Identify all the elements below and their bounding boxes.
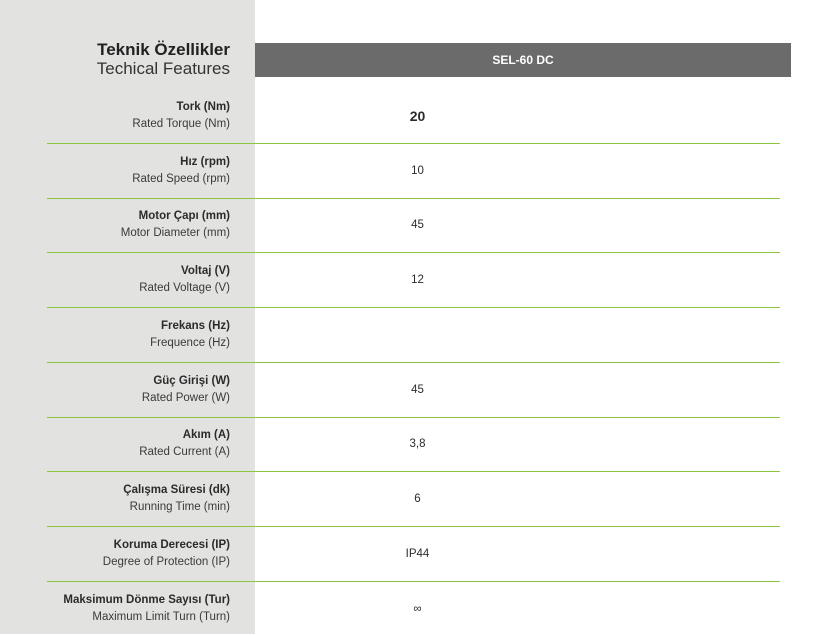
spec-value: 20 [409, 107, 426, 124]
spec-row-protection [47, 526, 780, 582]
section-title [97, 40, 230, 78]
spec-label [121, 197, 230, 252]
spec-label [139, 252, 230, 307]
spec-label [132, 143, 230, 198]
label-turkish: Voltaj (V) [181, 264, 230, 277]
spec-value: ∞ [413, 602, 422, 615]
spec-label [132, 88, 230, 143]
spec-row-current [47, 416, 780, 472]
label-english: Rated Current (A) [139, 445, 230, 458]
label-english: Running Time (min) [129, 500, 230, 513]
label-turkish: Tork (Nm) [176, 100, 230, 113]
label-english: Rated Torque (Nm) [132, 117, 230, 130]
model-name: SEL-60 DC [492, 53, 554, 67]
spec-label [123, 471, 230, 526]
spec-row-running-time [47, 471, 780, 527]
spec-label [139, 416, 230, 471]
label-english: Frequence (Hz) [150, 336, 230, 349]
label-turkish: Maksimum Dönme Sayısı (Tur) [63, 593, 230, 606]
spec-value: 10 [411, 164, 424, 177]
spec-value: 12 [411, 273, 424, 286]
spec-value: 6 [414, 492, 421, 505]
spec-row-power [47, 362, 780, 418]
model-header [255, 43, 791, 77]
label-english: Maximum Limit Turn (Turn) [92, 610, 230, 623]
label-turkish: Çalışma Süresi (dk) [123, 483, 230, 496]
label-english: Degree of Protection (IP) [102, 555, 230, 568]
label-english: Rated Power (W) [141, 391, 230, 404]
label-turkish: Motor Çapı (mm) [138, 209, 230, 222]
spec-label [103, 526, 230, 581]
spec-value: 3,8 [409, 437, 426, 450]
spec-value: IP44 [405, 547, 430, 560]
label-turkish: Akım (A) [182, 428, 230, 441]
label-english: Motor Diameter (mm) [120, 226, 230, 239]
spec-row-frequency [47, 307, 780, 363]
label-english: Rated Voltage (V) [139, 281, 230, 294]
label-turkish: Frekans (Hz) [160, 319, 230, 332]
label-turkish: Hız (rpm) [180, 155, 230, 168]
spec-value: 45 [411, 218, 424, 231]
label-english: Rated Speed (rpm) [132, 172, 230, 185]
label-turkish: Güç Girişi (W) [153, 374, 230, 387]
spec-row-voltage [47, 252, 780, 308]
spec-label [142, 362, 230, 417]
spec-value [312, 307, 523, 362]
spec-row-speed [47, 143, 780, 199]
spec-row-diameter [47, 197, 780, 253]
title-english: Techical Features [96, 59, 230, 78]
spec-row-torque [47, 88, 780, 144]
spec-label [150, 307, 230, 362]
title-turkish: Teknik Özellikler [97, 40, 230, 59]
spec-value: 45 [411, 383, 424, 396]
spec-row-limit-turn [47, 581, 780, 636]
label-turkish: Koruma Derecesi (IP) [113, 538, 230, 551]
spec-label [63, 581, 230, 636]
